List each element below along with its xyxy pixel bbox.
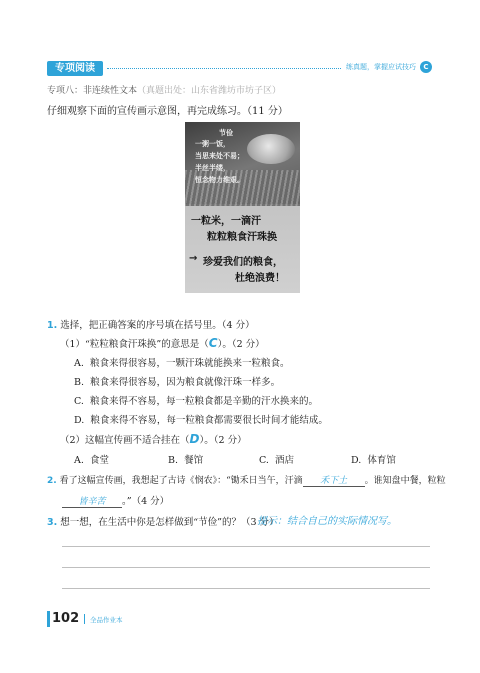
option-text: 酒店 [275, 455, 295, 466]
answer-field-2-1[interactable] [303, 473, 365, 487]
option-label: B. [168, 455, 179, 466]
option-label: C. [74, 396, 84, 407]
question-1-2-suffix: ）。（2 分） [199, 435, 247, 446]
question-1 [47, 317, 255, 331]
section-title [47, 83, 281, 96]
question-1-1-suffix: ）。（2 分） [217, 339, 265, 350]
option-text: 粮食来得不容易，每一粒粮食都是辛勤的汗水换来的。 [90, 396, 319, 407]
option-2-a [74, 452, 109, 466]
answer-hint: 提示：结合自己的实际情况写。 [257, 516, 397, 527]
option-2-c [259, 452, 294, 466]
option-label: D. [74, 415, 85, 426]
question-1-1-prefix: （1）“粒粒粮食汗珠换”的意思是（ [60, 339, 209, 350]
option-text: 餐馆 [184, 455, 204, 466]
option-label: A. [74, 358, 84, 369]
question-1-text: 选择，把正确答案的序号填在括号里。（4 分） [60, 320, 255, 331]
question-3 [47, 514, 279, 528]
answer-2-1: 禾下土 [320, 476, 348, 486]
option-2-b [168, 452, 203, 466]
poster-image [185, 122, 300, 293]
answer-2-2: 皆辛苦 [78, 497, 106, 507]
option-text: 粮食来得不容易，每一粒粮食都需要很长时间才能结成。 [90, 415, 328, 426]
answer-field-2-2[interactable] [62, 494, 122, 508]
answer-line-2[interactable] [62, 567, 430, 568]
header-badge-icon: C [420, 61, 432, 73]
question-2-text-pre: 看了这幅宣传画，我想起了古诗《悯农》：“锄禾日当午，汗滴 [59, 476, 303, 486]
answer-1-1: C [208, 336, 218, 350]
section-tag: 专项阅读 [47, 61, 103, 76]
option-text: 粮食来得很容易，因为粮食就像汗珠一样多。 [90, 377, 281, 388]
answer-line-3[interactable] [62, 588, 430, 589]
answer-line-1[interactable] [62, 546, 430, 547]
option-label: A. [74, 455, 84, 466]
option-text: 粮食来得很容易，一颗汗珠就能换来一粒粮食。 [89, 358, 290, 369]
answer-1-2: D [189, 432, 200, 446]
option-1-c [74, 393, 318, 407]
poster-line-1: 一粥一饭， [195, 140, 230, 148]
poster-line-4: 恒念物力维艰。 [195, 176, 244, 184]
question-1-2-prefix: （2）这幅宣传画不适合挂在（ [60, 435, 190, 446]
question-2-text-post: 。”（4 分） [122, 496, 170, 507]
question-1-1 [60, 336, 265, 350]
option-1-d [74, 412, 328, 426]
question-2-number: 2. [47, 476, 57, 486]
section-source: （真题出处：山东省潍坊市坊子区） [137, 86, 282, 96]
page-marker [47, 611, 50, 627]
poster-title: 节俭 [219, 129, 233, 137]
question-2-line-2 [62, 493, 169, 508]
footer-text: 全品作业本 [90, 616, 123, 624]
option-text: 食堂 [89, 455, 109, 466]
question-3-number: 3. [47, 517, 58, 528]
arrow-icon: → [189, 253, 198, 264]
option-2-d [351, 452, 396, 466]
intro-text: 仔细观察下面的宣传画示意图，再完成练习。（11 分） [47, 106, 288, 117]
header-note: 练真题，掌握应试技巧 [346, 63, 416, 71]
poster-big-line-1: 一粒米，一滴汗 [191, 216, 261, 227]
option-label: B. [74, 377, 85, 388]
footer-divider [84, 614, 85, 624]
header-divider [107, 68, 341, 69]
option-text: 体育馆 [367, 455, 396, 466]
poster-line-3: 半丝半缕， [195, 164, 230, 172]
option-label: D. [351, 455, 362, 466]
question-1-number: 1. [47, 320, 58, 331]
poster-big-line-2: 粒粒粮食汗珠换 [207, 232, 277, 243]
question-2 [47, 473, 446, 487]
section-title-text: 专项八：非连续性文本 [47, 86, 138, 96]
option-label: C. [259, 455, 269, 466]
question-3-text: 想一想，在生活中你是怎样做到“节俭”的？（3 分） [60, 517, 279, 528]
option-1-b [74, 374, 280, 388]
question-2-text-mid: 。谁知盘中餐，粒粒 [364, 476, 446, 486]
poster-line-2: 当思来处不易； [195, 152, 244, 160]
poster-slogan-2: 杜绝浪费！ [235, 273, 285, 284]
page-number: 102 [52, 611, 80, 626]
question-1-2 [60, 432, 247, 446]
option-1-a [74, 355, 289, 369]
rice-bowl-icon [247, 134, 295, 164]
poster-slogan-1: 珍爱我们的粮食， [203, 257, 283, 268]
